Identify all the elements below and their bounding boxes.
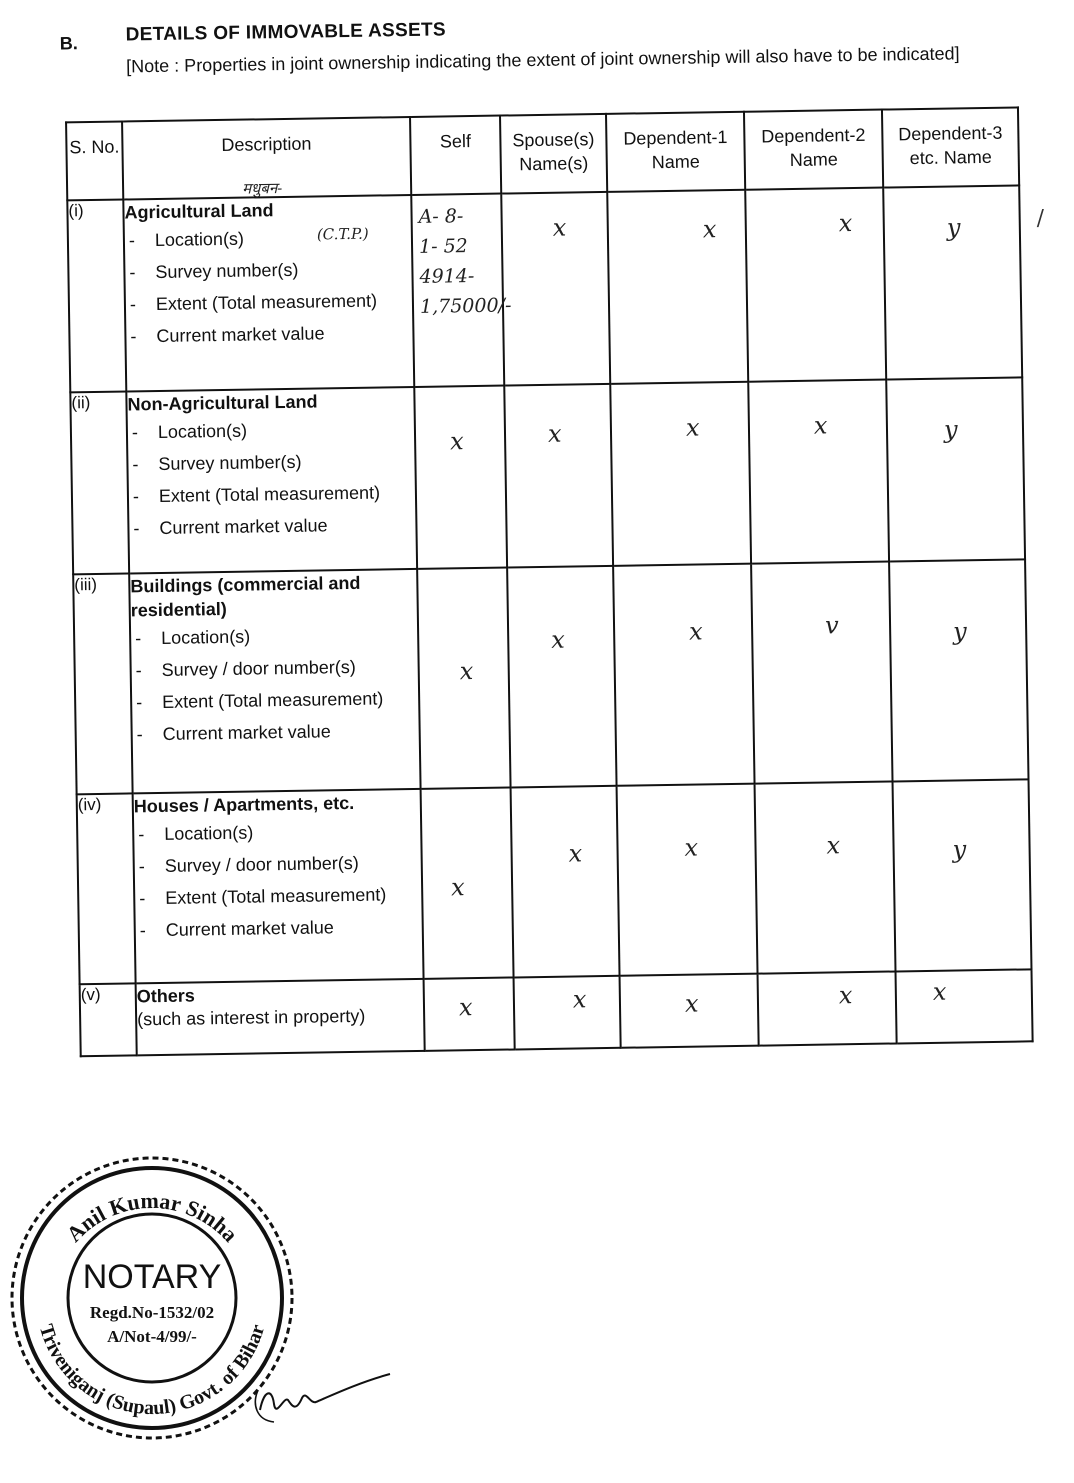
cross-mark: y: [952, 835, 967, 864]
cell-dependent-3: [896, 969, 1033, 1043]
list-item: - Extent (Total measurement): [126, 288, 412, 316]
table-row: [67, 185, 1022, 392]
list-item: - Location(s): [128, 416, 414, 444]
cross-mark: y: [943, 415, 958, 444]
handwritten-location: मधुबन-: [241, 179, 283, 198]
header-dependent-2: Dependent-2 Name: [744, 110, 883, 190]
list-item: - Current market value: [133, 718, 419, 746]
header-dependent-1: Dependent-1 Name: [606, 112, 745, 192]
self-entry-line: 1- 52: [418, 235, 468, 258]
list-item: - Location(s): [134, 818, 420, 846]
cell-dependent-2: [755, 781, 896, 973]
cross-mark: x: [688, 617, 703, 646]
header-spouse: Spouse(s) Name(s): [500, 114, 607, 194]
table-header-row: [66, 107, 1019, 200]
category-title: Houses / Apartments, etc.: [133, 792, 355, 817]
table-row: [73, 559, 1028, 794]
sub-item-list: [125, 224, 413, 348]
signature-stroke: [260, 1374, 390, 1410]
stamp-top-text: Anil Kumar Sinha: [61, 1187, 243, 1247]
cross-mark: x: [813, 411, 828, 440]
cell-spouse: [501, 192, 610, 386]
list-item: - Current market value: [126, 320, 412, 348]
category-title: Others: [136, 985, 195, 1007]
cross-mark: x: [685, 413, 700, 442]
cell-dependent-2: [748, 380, 889, 564]
handwritten-self-entry: [418, 200, 511, 321]
cell-dependent-2: [758, 971, 897, 1045]
cell-self: [411, 194, 512, 387]
stamp-bottom-text: Triveniganj (Supaul) Govt. of Bihar: [34, 1321, 270, 1420]
list-item: - Survey number(s): [128, 448, 414, 476]
self-entry-line: 4914-: [419, 264, 475, 288]
list-item: - Extent (Total measurement): [135, 882, 421, 910]
cross-mark: x: [459, 657, 474, 686]
cross-mark: x: [551, 625, 566, 654]
header-sno: S. No.: [66, 122, 123, 201]
list-item: - Current market value: [129, 512, 415, 540]
cell-dependent-3: [889, 559, 1028, 781]
header-dependent-3: Dependent-3 etc. Name: [882, 107, 1019, 187]
cross-mark: x: [449, 427, 464, 456]
cross-mark: x: [702, 215, 717, 244]
list-item: - Extent (Total measurement): [129, 480, 415, 508]
cross-mark: y: [946, 213, 961, 242]
self-entry-line: A- 8-: [418, 205, 464, 228]
row-sno: (iii): [73, 573, 132, 794]
header-description: Description: [122, 117, 411, 200]
sub-item-list: [134, 818, 422, 942]
cross-mark: x: [838, 981, 853, 1010]
cell-dependent-2: [745, 188, 886, 382]
row-description: [123, 179, 414, 392]
section-title: DETAILS OF IMMOVABLE ASSETS: [125, 19, 447, 46]
cross-mark: x: [572, 985, 587, 1014]
cross-mark: x: [552, 213, 567, 242]
stray-pen-mark: /: [1036, 206, 1045, 232]
cell-self: [414, 386, 507, 569]
list-item: - Extent (Total measurement): [132, 686, 418, 714]
cross-mark: x: [826, 831, 841, 860]
row-description: [133, 789, 424, 984]
cell-dependent-1: [607, 190, 748, 384]
row-sno: (i): [67, 200, 126, 393]
immovable-assets-table: [65, 106, 1034, 1057]
cell-dependent-1: [610, 382, 751, 566]
self-entry-line: 1,75000/-: [419, 294, 512, 318]
stamp-inner-ring: [68, 1214, 236, 1382]
category-subtitle: (such as interest in property): [137, 1005, 366, 1030]
cell-dependent-1: [613, 564, 754, 786]
stamp-regd-number: Regd.No-1532/02: [89, 1303, 215, 1322]
cross-mark: x: [450, 873, 465, 902]
list-item: - Survey / door number(s): [135, 850, 421, 878]
cross-mark: x: [838, 209, 853, 238]
list-item: - Location(s): [125, 224, 411, 252]
cell-spouse: [514, 976, 621, 1050]
cross-mark: x: [568, 839, 583, 868]
category-title: Buildings (commercial and residential): [130, 572, 361, 621]
handwritten-survey: (C.T.P.): [316, 224, 369, 244]
list-item: - Survey number(s): [125, 256, 411, 284]
sub-item-list: [131, 622, 419, 746]
cell-dependent-2: [751, 562, 892, 784]
sub-item-list: [128, 416, 416, 540]
cross-mark: x: [932, 977, 947, 1006]
cross-mark: x: [458, 993, 473, 1022]
cell-spouse: [507, 566, 616, 788]
cell-self: [424, 977, 515, 1050]
stamp-anot-number: A/Not-4/99/-: [107, 1327, 197, 1346]
row-description: [126, 387, 417, 574]
list-item: - Survey / door number(s): [131, 654, 417, 682]
cross-mark: y: [952, 617, 967, 646]
cross-mark: x: [684, 989, 699, 1018]
list-item: - Location(s): [131, 622, 417, 650]
cell-spouse: [504, 384, 613, 568]
cell-dependent-3: [883, 185, 1022, 379]
row-description: [129, 569, 420, 793]
cell-dependent-1: [617, 784, 758, 976]
cell-self: [417, 568, 510, 789]
check-mark: v: [824, 611, 839, 640]
table-row: [77, 779, 1032, 984]
cell-spouse: [511, 786, 620, 978]
row-sno: (iv): [77, 793, 136, 984]
cell-dependent-3: [886, 377, 1025, 561]
table-row: [80, 969, 1033, 1056]
signature: [250, 1360, 400, 1430]
stamp-notary-title: NOTARY: [82, 1258, 222, 1296]
cell-dependent-1: [620, 974, 759, 1048]
list-item: - Current market value: [136, 914, 422, 942]
cell-dependent-3: [893, 779, 1032, 971]
table-row: [70, 377, 1025, 574]
section-note: [Note : Properties in joint ownership indicating the extent of joint ownership will also have to be indicated]: [126, 43, 960, 77]
header-self: Self: [410, 116, 501, 195]
cross-mark: x: [547, 419, 562, 448]
category-title: Agricultural Land: [124, 200, 274, 223]
row-sno: (ii): [70, 391, 129, 574]
cell-self: [421, 787, 514, 978]
category-title: Non-Agricultural Land: [127, 391, 318, 415]
section-letter: B.: [59, 33, 78, 54]
row-sno: (v): [80, 983, 137, 1056]
row-description: [136, 979, 425, 1056]
cross-mark: x: [684, 833, 699, 862]
